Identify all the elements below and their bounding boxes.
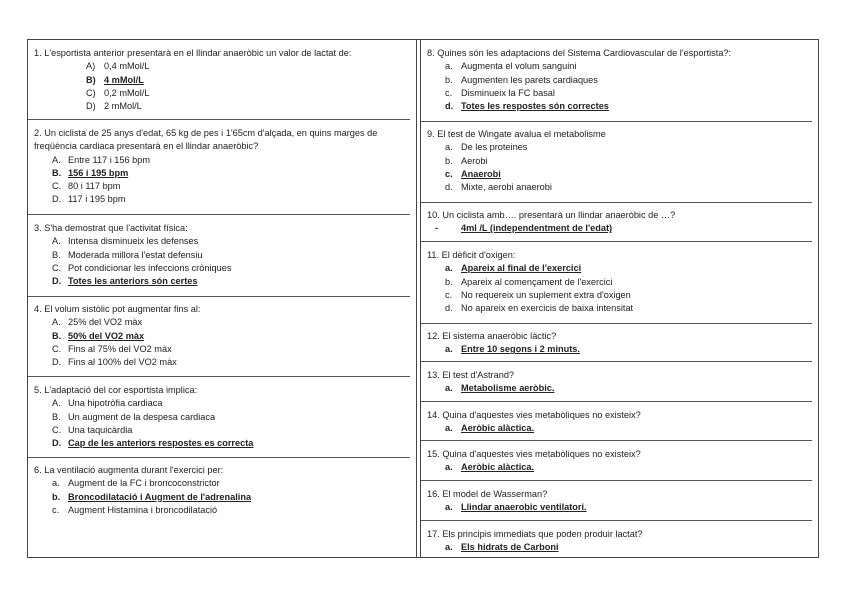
answer-option: b. Apareix al començament de l'exercici (445, 276, 613, 287)
answer-option: A) 0,4 mMol/L (86, 61, 150, 72)
question-stem: 17. Els principis immediats que poden produir lactat? (427, 529, 643, 539)
answer-option-correct: c. Anaerobi (445, 168, 501, 179)
answer-option: b. Aerobi (445, 155, 488, 166)
question-stem: 9. El test de Wingate avalua el metabolisme (427, 129, 606, 139)
divider (421, 202, 812, 203)
divider (421, 361, 812, 362)
answer-option: B. Un augment de la despesa cardiaca (52, 411, 216, 422)
divider (28, 214, 410, 215)
answer-option: c. Disminueix la FC basal (445, 87, 555, 98)
question-stem: 14. Quina d'aquestes vies metabòliques no existeix? (427, 410, 641, 420)
answer-option-correct: a. Metabolisme aeròbic. (445, 383, 555, 394)
answer-option: D. 117 i 195 bpm (52, 194, 126, 205)
question-stem: 4. El volum sistòlic pot augmentar fins al: (34, 304, 201, 314)
answer-option-correct: B. 50% del VO2 màx (52, 330, 145, 341)
right-column (420, 40, 818, 557)
answer-option-correct: d. Totes les respostes són correctes (445, 101, 609, 112)
answer-option: B. Moderada millora l'estat defensiu (52, 249, 203, 260)
question-4 (34, 303, 408, 369)
question-13 (427, 369, 810, 396)
question-5 (34, 384, 408, 450)
answer-option: A. Intensa disminueix les defenses (52, 236, 199, 247)
question-3 (34, 222, 408, 288)
answer-option-correct: a. Entre 10 segons i 2 minuts. (445, 344, 580, 355)
answer-option: a. De les proteines (445, 142, 528, 153)
question-16 (427, 488, 810, 515)
question-8 (427, 47, 810, 113)
answer-option-correct: a. Els hidrats de Carboni (445, 542, 559, 553)
answer-option: A. Entre 117 i 156 bpm (52, 154, 151, 165)
question-12 (427, 330, 810, 357)
question-15 (427, 448, 810, 475)
question-6 (34, 464, 408, 517)
question-10 (427, 209, 810, 236)
question-14 (427, 409, 810, 436)
answer-option-correct: a. Apareix al final de l'exercici (445, 263, 582, 274)
answer-option: c. Augment Histamina i broncodilatació (52, 504, 218, 515)
answer-option: C. Fins al 75% del VO2 màx (52, 343, 172, 354)
answer-option: C. Una taquicàrdia (52, 424, 133, 435)
answer-option: d. Mixte, aerobi anaerobi (445, 182, 552, 193)
left-column (28, 40, 417, 557)
question-stem: 13. El test d'Astrand? (427, 370, 515, 380)
answer-option: A. 25% del VO2 màx (52, 317, 143, 328)
question-stem: 2. Un ciclista de 25 anys d'edat, 65 kg de pes i 1'65cm d'alçada, en quins marges de freqüència cardiaca presentarà en el llindar anaeròbic? (34, 128, 378, 152)
divider (421, 121, 812, 122)
divider (421, 520, 812, 521)
question-stem: 11. El dèficit d'oxigen: (427, 250, 516, 260)
divider (28, 376, 410, 377)
question-2 (34, 127, 408, 207)
answer-option: c. No requereix un suplement extra d'oxigen (445, 289, 631, 300)
answer-option-correct: D. Totes les anteriors són certes (52, 276, 198, 287)
question-stem: 10. Un ciclista amb…. presentarà un llindar anaeròbic de …? (427, 210, 676, 220)
question-9 (427, 128, 810, 194)
question-stem: 3. S'ha demostrat que l'activitat física: (34, 223, 188, 233)
answer-option: C) 0,2 mMol/L (86, 87, 150, 98)
answer-option: D. Fins al 100% del VO2 màx (52, 357, 177, 368)
divider (28, 119, 410, 120)
divider (28, 457, 410, 458)
answer-option: A. Una hipotròfia cardiaca (52, 398, 163, 409)
question-stem: 8. Quines són les adaptacions del Sistema Cardiovascular de l'esportista?: (427, 48, 732, 58)
answer-option-correct: D. Cap de les anteriors respostes es correcta (52, 438, 254, 449)
divider (421, 480, 812, 481)
answer-option-correct: B) 4 mMol/L (86, 74, 144, 85)
question-stem: 16. El model de Wasserman? (427, 489, 548, 499)
answer-option: C. 80 i 117 bpm (52, 181, 121, 192)
divider (421, 323, 812, 324)
exam-sheet (27, 39, 819, 558)
divider (421, 401, 812, 402)
answer-option-correct: b. Broncodilatació i Augment de l'adrenalina (52, 491, 252, 502)
answer-option: b. Augmenten les parets cardiaques (445, 74, 598, 85)
question-stem: 1. L'esportista anterior presentarà en el llindar anaeròbic un valor de lactat de: (34, 48, 352, 58)
divider (28, 296, 410, 297)
question-11 (427, 249, 810, 315)
answer-option: a. Augmenta el volum sanguini (445, 61, 577, 72)
answer-option: D) 2 mMol/L (86, 101, 142, 112)
answer-option-correct: B. 156 i 195 bpm (52, 167, 129, 178)
answer-option: C. Pot condicionar les infeccions cròniques (52, 262, 232, 273)
answer-option-correct: - 4ml /L (independentment de l'edat) (435, 223, 613, 234)
question-1 (34, 47, 408, 113)
question-stem: 6. La ventilació augmenta durant l'exercici per: (34, 465, 224, 475)
question-stem: 12. El sistema anaeròbic làctic? (427, 331, 557, 341)
divider (421, 241, 812, 242)
question-17 (427, 528, 810, 555)
answer-option: a. Augment de la FC i broncoconstrictor (52, 478, 220, 489)
question-stem: 5. L'adaptació del cor esportista implica: (34, 385, 198, 395)
answer-option-correct: a. Llindar anaerobic ventilatori. (445, 502, 587, 513)
answer-option-correct: a. Aeròbic alàctica. (445, 423, 535, 434)
answer-option-correct: a. Aeròbic alàctica. (445, 462, 535, 473)
answer-option: d. No apareix en exercicis de baixa intensitat (445, 303, 634, 314)
divider (421, 440, 812, 441)
question-stem: 15. Quina d'aquestes vies metabòliques no existeix? (427, 449, 641, 459)
